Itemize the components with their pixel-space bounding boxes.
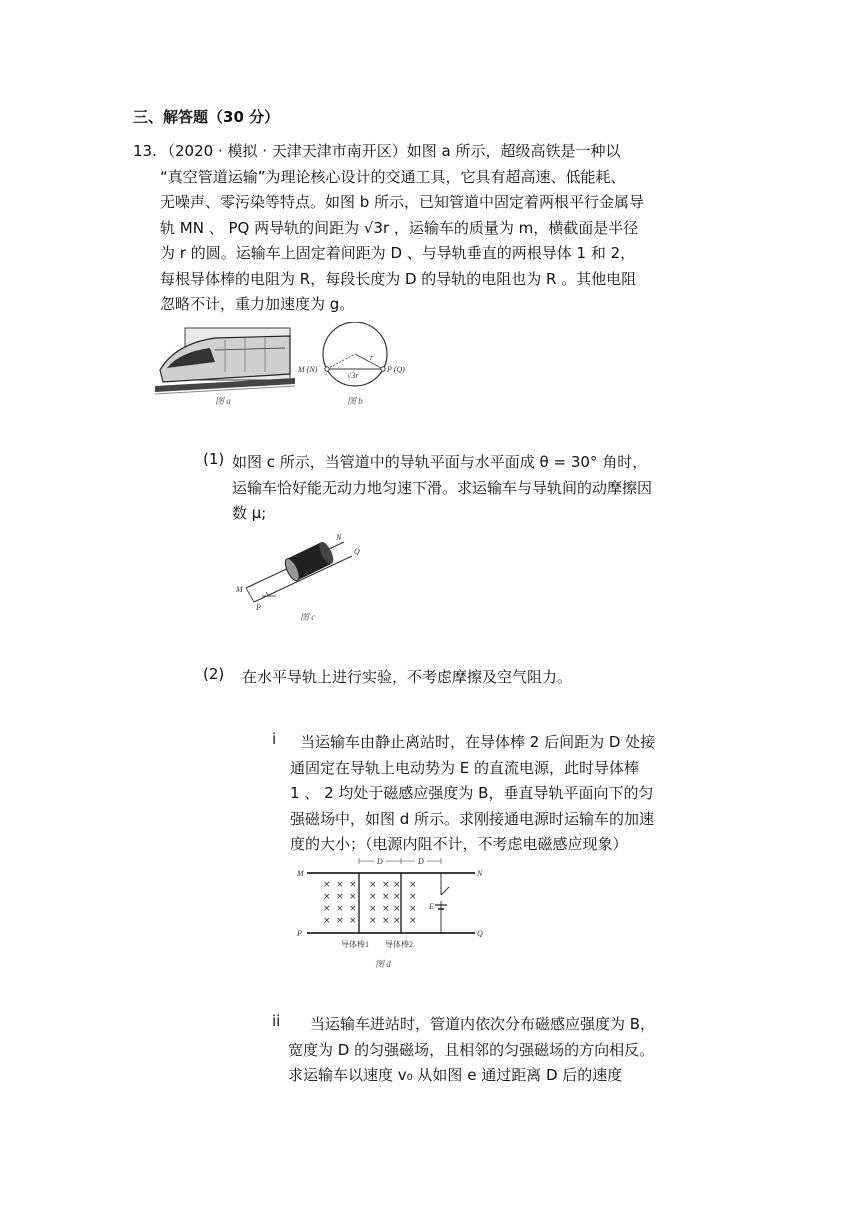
part-1-line: 运输车恰好能无动力地匀速下滑。求运输车与导轨间的动摩擦因 [232, 478, 653, 497]
part-2-text: 在水平导轨上进行实验，不考虑摩擦及空气阻力。 [242, 668, 573, 686]
q13-line: 忽略不计，重力加速度为 g。 [160, 295, 355, 313]
field-cross: × [349, 892, 357, 902]
caption-a: 图 a [215, 396, 231, 406]
field-cross: × [336, 892, 344, 902]
label-D1: D [377, 857, 383, 866]
field-cross: × [409, 904, 417, 914]
part-2-number: (2) [203, 665, 225, 683]
field-cross: × [349, 916, 357, 926]
label-PQ: P (Q) [387, 365, 405, 374]
label-N: N [336, 533, 342, 542]
field-cross: × [369, 916, 377, 926]
field-cross: × [393, 904, 401, 914]
sub-i-line: 1 、 2 均处于磁感应强度为 B，垂直导轨平面向下的匀 [290, 784, 654, 802]
sub-ii-line: 当运输车进站时，管道内依次分布磁感应强度为 B， [310, 1015, 656, 1033]
field-cross: × [349, 904, 357, 914]
magnetic-field-crosses [323, 880, 417, 926]
field-cross: × [382, 880, 390, 890]
field-cross: × [369, 904, 377, 914]
field-cross: × [393, 916, 401, 926]
field-cross: × [336, 904, 344, 914]
q13-line: 无噪声、零污染等特点。如图 b 所示，已知管道中固定着两根平行金属导 [160, 193, 645, 211]
field-cross: × [393, 892, 401, 902]
field-cross: × [409, 892, 417, 902]
sub-ii-line: 宽度为 D 的匀强磁场，且相邻的匀强磁场的方向相反。 [288, 1040, 655, 1059]
field-cross: × [393, 880, 401, 890]
q13-line: 为 r 的圆。运输车上固定着间距为 D 、与导轨垂直的两根导体 1 和 2， [160, 244, 636, 262]
field-cross: × [369, 880, 377, 890]
field-cross: × [382, 916, 390, 926]
field-cross: × [409, 880, 417, 890]
label-M: M [297, 869, 304, 878]
figure-c [232, 530, 372, 625]
figure-ab [155, 322, 435, 412]
sub-i-line: 度的大小；（电源内阻不计，不考虑电磁感应现象） [290, 835, 628, 853]
label-E: E [429, 902, 434, 911]
field-cross: × [369, 892, 377, 902]
part-1-number: (1) [203, 450, 225, 468]
part-1-text [232, 450, 742, 527]
label-D2: D [418, 857, 424, 866]
sub-i-line: 当运输车由静止离站时，在导体棒 2 后间距为 D 处接 [300, 733, 656, 751]
field-cross: × [382, 892, 390, 902]
label-M: M [236, 585, 243, 594]
caption-c: 图 c [300, 612, 316, 622]
figure-d [295, 855, 485, 973]
label-P: P [297, 929, 302, 938]
label-N: N [477, 869, 483, 878]
field-cross: × [323, 892, 331, 902]
question-number: 13. [133, 142, 157, 160]
label-P: P [256, 603, 261, 612]
field-cross: × [382, 904, 390, 914]
q13-line: 轨 MN 、 PQ 两导轨的间距为 √3r ，运输车的质量为 m，横截面是半径 [160, 218, 639, 237]
label-chord: √3r [347, 371, 359, 380]
sub-i-line: 通固定在导轨上电动势为 E 的直流电源，此时导体棒 [290, 758, 640, 777]
q13-line: 每根导体棒的电阻为 R，每段长度为 D 的导轨的电阻也为 R 。其他电阻 [160, 269, 637, 288]
part-1-line: 如图 c 所示，当管道中的导轨平面与水平面成 θ = 30° 角时， [232, 453, 648, 471]
section-heading: 三、解答题（30 分） [133, 108, 280, 126]
field-cross: × [336, 880, 344, 890]
field-cross: × [336, 916, 344, 926]
question-13-text [160, 139, 735, 318]
label-Q: Q [354, 547, 360, 556]
q13-line: （2020 · 模拟 · 天津天津市南开区）如图 a 所示，超级高铁是一种以 [160, 142, 621, 160]
sub-i-line: 强磁场中，如图 d 所示。求刚接通电源时运输车的加速 [290, 809, 655, 828]
label-Q: Q [477, 929, 483, 938]
field-cross: × [323, 880, 331, 890]
part-1-line: 数 μ; [232, 504, 267, 522]
sub-ii-line: 求运输车以速度 v₀ 从如图 e 通过距离 D 后的速度 [288, 1066, 623, 1084]
label-rod1: 导体棒1 [341, 940, 369, 949]
field-cross: × [409, 916, 417, 926]
sub-ii-text [288, 1012, 738, 1089]
figure-b-cross-section [297, 322, 405, 406]
caption-b: 图 b [347, 396, 363, 406]
sub-ii-number: ii [272, 1012, 281, 1030]
sub-i-number: i [272, 730, 277, 748]
label-rod2: 导体棒2 [385, 940, 413, 949]
field-cross: × [323, 904, 331, 914]
figure-a-train [155, 328, 295, 406]
q13-line: “真空管道运输”为理论核心设计的交通工具，它具有超高速、低能耗、 [160, 167, 626, 186]
sub-i-text [290, 730, 740, 858]
field-cross: × [349, 880, 357, 890]
caption-d: 图 d [375, 959, 391, 969]
label-MN: M (N) [298, 365, 318, 374]
label-r: r [370, 353, 374, 362]
field-cross: × [323, 916, 331, 926]
